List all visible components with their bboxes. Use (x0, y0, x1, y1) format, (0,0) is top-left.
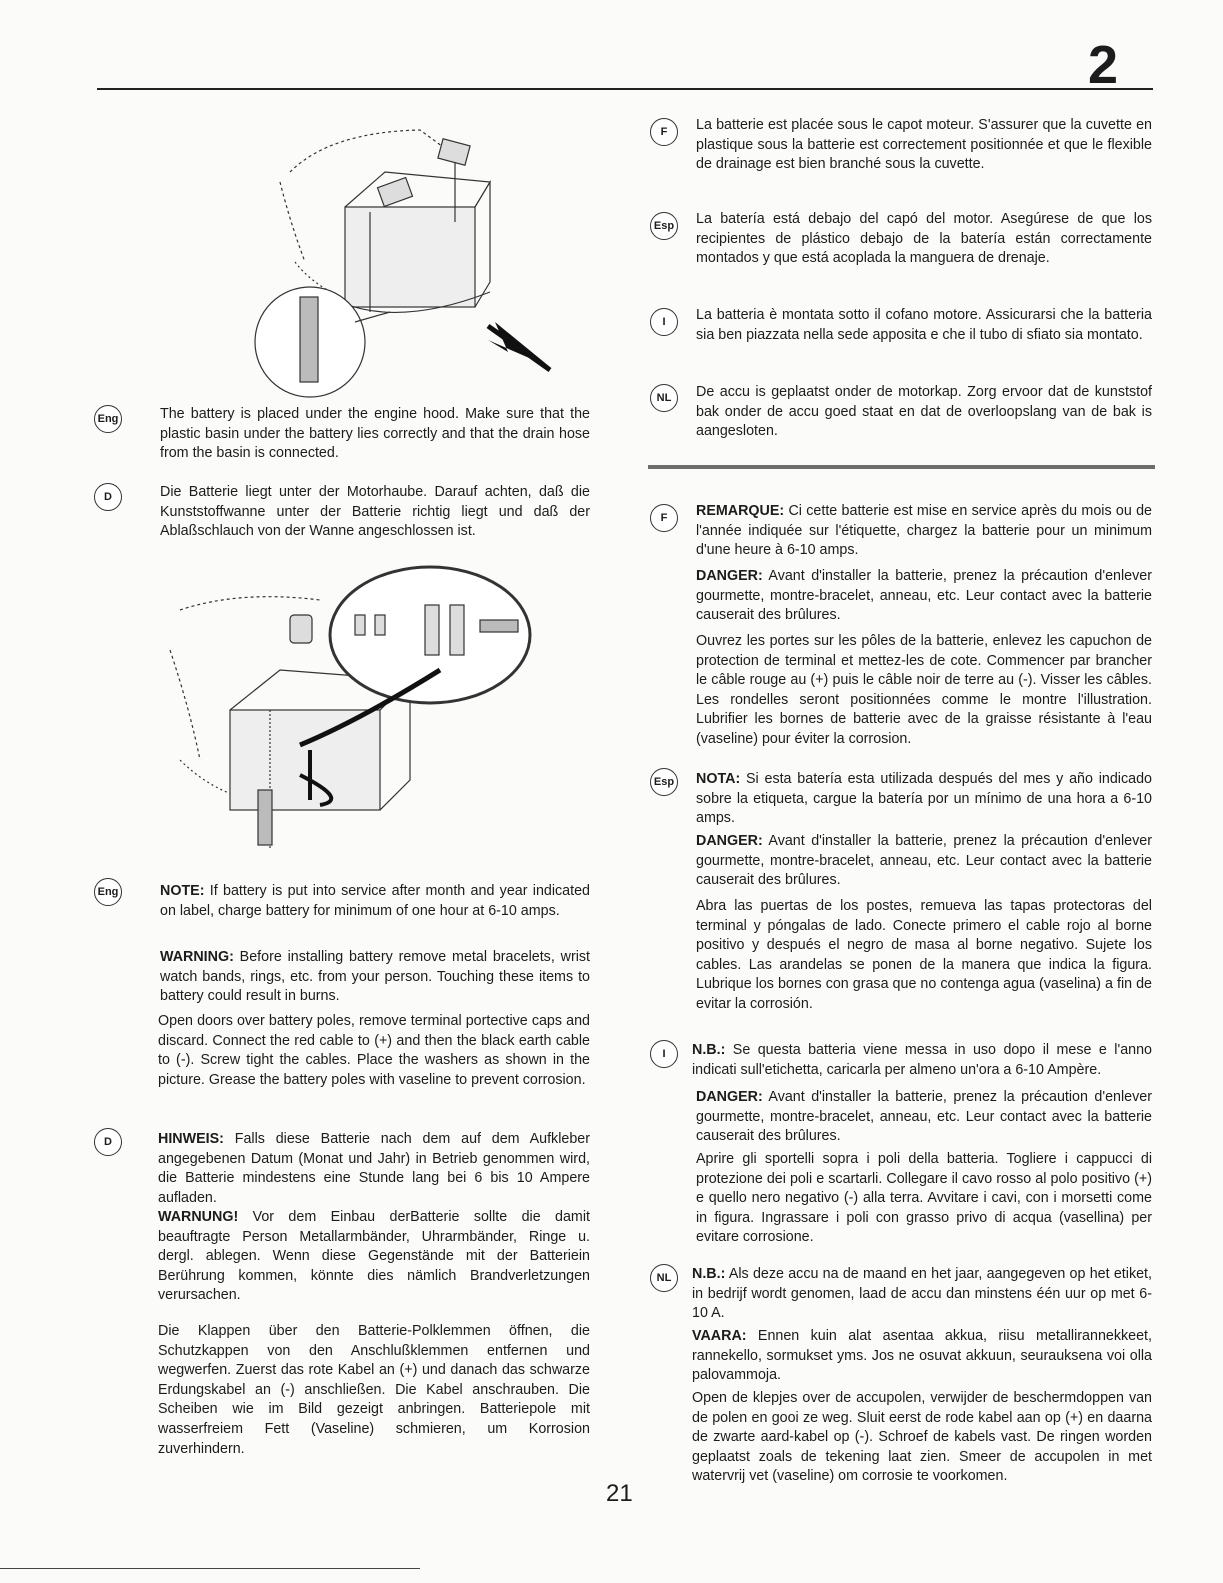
language-badge-f: F (650, 118, 678, 146)
i-danger: DANGER: Avant d'installer la batterie, prenez la précaution d'enlever gourmette, montre-bracelet, anneau, etc. Leur contact avec la batterie causerait des brûlures. (696, 1089, 1152, 1145)
esp-danger: DANGER: Avant d'installer la batterie, prenez la précaution d'enlever gourmette, montre-bracelet, anneau, etc. Leur contact avec la batterie causerait des brûlures. (696, 833, 1152, 889)
column-divider-rule (648, 465, 1155, 469)
language-badge-eng: Eng (94, 405, 122, 433)
language-badge-f: F (650, 504, 678, 532)
header-rule (97, 88, 1153, 90)
section-number: 2 (1088, 35, 1119, 95)
nl-nb: N.B.: Als deze accu na de maand en het jaar, aangegeven op het etiket, in bedrijf wordt genomen, laad de accu dan minstens één uur op met 6-10 A. (692, 1266, 1152, 1322)
i-nb: N.B.: Se questa batteria viene messa in uso dopo il mese e l'anno indicati sull'etichetta, caricarla per almeno un'ora a 6-10 Ampère. (692, 1042, 1152, 1078)
d-open-instructions: Die Klappen über den Batterie-Polklemmen öffnen, die Schutzkappen von den Anschlußklemmen entfernen und wegwerfen. Zuerst das rote Kabel an (+) und danach das schwarze Erdungskabel an (-) anschließen. Die Kabel anschrauben. Die Scheiben wie im Bild gezeigt anbringen. Batteriepole mit wasserfreiem Fett (Vaseline) schmieren, um Korrosion zuverhindern. (158, 1323, 590, 1457)
eng-intro-text: The battery is placed under the engine hood. Make sure that the plastic basin under the battery lies correctly and that the drain hose from the basin is connected. (160, 406, 590, 462)
eng-warning: WARNING: Before installing battery remove metal bracelets, wrist watch bands, rings, etc. from your person. Touching these items to battery could result in burns. (160, 949, 590, 1005)
esp-nota: NOTA: Si esta batería esta utilizada después del mes y año indicado sobre la etiqueta, cargue la batería por un mínimo de una hora a 6-10 amps. (696, 771, 1152, 827)
esp-intro-text: La batería está debajo del capó del motor. Asegúrese de que los recipientes de plástico debajo de la batería están correctamente montados y que está acoplada la manguera de drenaje. (696, 211, 1152, 267)
f-open-instructions: Ouvrez les portes sur les pôles de la batterie, enlevez les capuchon de protection de terminal et mettez-les de cote. Commencer par brancher le câble rouge au (+) puis le câble noir de terre au (-). Visser les câbles. Les rondelles seront positionnées comme le montre l'illustration. Lubrifier les bornes de batterie avec de la graisse résistante à l'eau (vaseline) pour éviter la corrosion. (696, 633, 1152, 747)
language-badge-nl: NL (650, 1264, 678, 1292)
battery-terminals-figure (160, 560, 560, 870)
d-warnung: WARNUNG! Vor dem Einbau derBatterie sollte die damit beauftragte Person Metallarmbänder, Uhrarmbänder, Ringe u. dergl. ablegen. Wenn diese Gegenstände mit der Batteriein Berührung kommen, könnte dies nämlich Brandverletzungen verursachen. (158, 1209, 590, 1304)
language-badge-d: D (94, 483, 122, 511)
f-danger: DANGER: Avant d'installer la batterie, prenez la précaution d'enlever gourmette, montre-bracelet, anneau, etc. Leur contact avec la batterie causerait des brûlures. (696, 568, 1152, 624)
esp-open-instructions: Abra las puertas de los postes, remueva las tapas protectoras del terminal y póngalas de lado. Conecte primero el cable rojo al borne positivo y después el negro de masa al borne negativo. Sujete los cables. Las arandelas se ponen de la manera que indica la figura. Lubrique los bornes con grasa que no contenga agua (vaselina) a fin de evitar la corrosión. (696, 898, 1152, 1012)
f-remarque: REMARQUE: Ci cette batterie est mise en service après du mois ou de l'année indiquée sur l'étiquette, chargez la batterie pour un minimum d'une heure à 6-10 amps. (696, 503, 1152, 559)
language-badge-i: I (650, 1040, 678, 1068)
battery-placement-figure (250, 112, 570, 402)
d-hinweis: HINWEIS: Falls diese Batterie nach dem auf dem Aufkleber angegebenen Datum (Monat und Jahr) in Betrieb genommen wird, die Batterie mindestens eine Stunde lang bei 6 bis 10 Ampere aufladen. (158, 1131, 590, 1206)
eng-open-instructions: Open doors over battery poles, remove terminal portective caps and discard. Connect the red cable to (+) and then the black earth cable to (-). Screw tight the cables. Place the washers as shown in the picture. Grease the battery poles with vaseline to prevent corrosion. (158, 1013, 590, 1088)
eng-note: NOTE: If battery is put into service after month and year indicated on label, charge battery for minimum of one hour at 6-10 amps. (160, 883, 590, 919)
language-badge-d: D (94, 1128, 122, 1156)
nl-open-instructions: Open de klepjes over de accupolen, verwijder de beschermdoppen van de polen en gooi ze weg. Sluit eerst de rode kabel aan op (+) en daarna de zwarte aard-kabel op (-). Schroef de kabels vast. De ringen worden geplaatst zoals de tekening laat zien. Smeer de accupolen in met watervrij vet (vaseline) om corrosie te voorkomen. (692, 1390, 1152, 1485)
footer-rule (0, 1568, 420, 1569)
language-badge-esp: Esp (650, 768, 678, 796)
d-intro-text: Die Batterie liegt unter der Motorhaube. Darauf achten, daß die Kunststoffwanne unter der Batterie richtig liegt und daß der Ablaßschlauch von der Wanne angeschlossen ist. (160, 484, 590, 540)
language-badge-eng: Eng (94, 878, 122, 906)
language-badge-esp: Esp (650, 212, 678, 240)
language-badge-nl: NL (650, 384, 678, 412)
nl-vaara: VAARA: Ennen kuin alat asentaa akkua, riisu metallirannekkeet, rannekello, sormukset yms. Jos ne osuvat akkuun, seurauksena voi olla palovammoja. (692, 1328, 1152, 1384)
nl-intro-text: De accu is geplaatst onder de motorkap. Zorg ervoor dat de kunststof bak onder de accu goed staat en dat de overloopslang van de bak is aangesloten. (696, 384, 1152, 440)
i-open-instructions: Aprire gli sportelli sopra i poli della batteria. Togliere i cappucci di protezione dei poli e scartarli. Collegare il cavo rosso al polo positivo (+) e quello nero negativo (-) alla terra. Avvitare i cavi, con i morsetti come in figura. Ingrassare i poli con grasso privo di acqua (vasellina) per evitare corrosione. (696, 1151, 1152, 1246)
page-number: 21 (606, 1480, 633, 1507)
language-badge-i: I (650, 308, 678, 336)
i-intro-text: La batteria è montata sotto il cofano motore. Assicurarsi che la batteria sia ben piazzata nella sede apposita e che il tubo di sfiato sia montato. (696, 307, 1152, 343)
f-intro-text: La batterie est placée sous le capot moteur. S'assurer que la cuvette en plastique sous la batterie est correctement positionnée et que le flexible de drainage est bien branché sous la cuvette. (696, 117, 1152, 173)
